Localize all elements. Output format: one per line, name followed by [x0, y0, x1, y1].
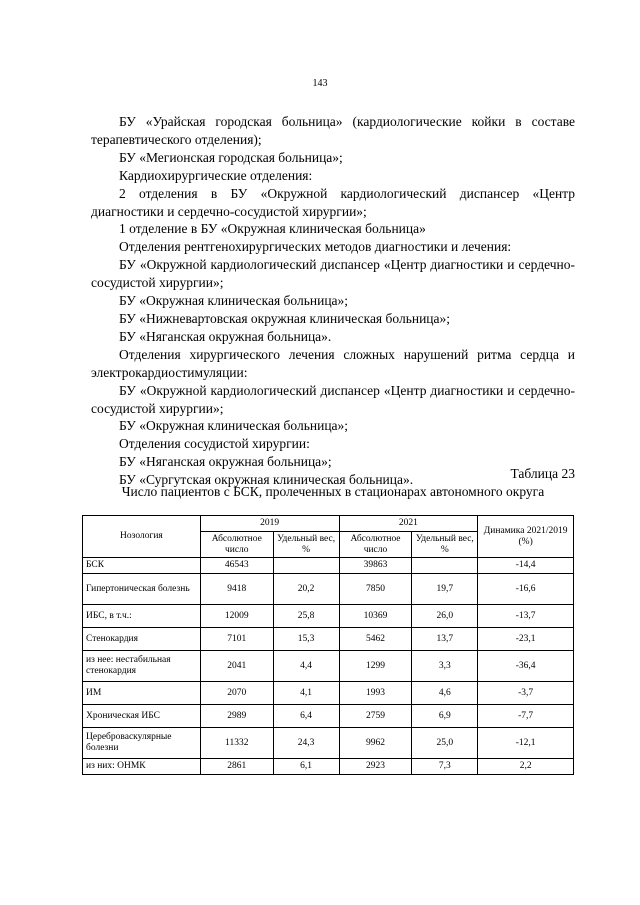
cell-share-2019: 4,4	[273, 651, 339, 682]
cell-dynamics: -12,1	[478, 728, 574, 759]
table-row	[83, 728, 574, 759]
header-nosology: Нозология	[83, 516, 201, 558]
paragraph: Отделения хирургического лечения сложных нарушений ритма сердца и электрокардиостимуляции:	[91, 346, 575, 380]
paragraph: БУ «Няганская окружная больница».	[119, 328, 332, 344]
cell-share-2021: 26,0	[412, 605, 478, 628]
cell-share-2019: 15,3	[273, 628, 339, 651]
data-table	[82, 515, 574, 775]
paragraph: БУ «Мегионская городская больница»;	[119, 149, 343, 165]
table-label: Таблица 23	[510, 466, 575, 481]
cell-share-2019: 20,2	[273, 574, 339, 605]
cell-abs-2019: 2041	[200, 651, 273, 682]
paragraph: БУ «Няганская окружная больница»;	[119, 454, 332, 470]
cell-share-2021: 25,0	[412, 728, 478, 759]
paragraph: 1 отделение в БУ «Окружная клиническая больница»	[119, 221, 426, 237]
cell-share-2019: 24,3	[273, 728, 339, 759]
paragraph: БУ «Нижневартовская окружная клиническая больница»;	[119, 310, 451, 326]
header-share-2021: Удельный вес, %	[412, 532, 478, 558]
cell-abs-2019: 11332	[200, 728, 273, 759]
paragraph: БУ «Урайская городская больница» (кардиологические койки в составе терапевтического отделения);	[91, 114, 575, 147]
cell-nosology: БСК	[83, 558, 201, 574]
table-row	[83, 605, 574, 628]
cell-abs-2021: 1299	[339, 651, 412, 682]
paragraph: БУ «Окружной кардиологический диспансер «Центр диагностики и сердечно-сосудистой хирургии»;	[91, 257, 575, 291]
cell-abs-2021: 9962	[339, 728, 412, 759]
cell-share-2021: 6,9	[412, 705, 478, 728]
cell-dynamics: -36,4	[478, 651, 574, 682]
cell-share-2021	[412, 558, 478, 574]
cell-share-2019	[273, 558, 339, 574]
cell-dynamics: -14,4	[478, 558, 574, 574]
table-row	[83, 628, 574, 651]
cell-abs-2021: 7850	[339, 574, 412, 605]
cell-nosology: из них: ОНМК	[83, 759, 201, 775]
table-row	[83, 574, 574, 605]
cell-share-2019: 6,1	[273, 759, 339, 775]
cell-nosology: Стенокардия	[83, 628, 201, 651]
paragraph: БУ «Окружная клиническая больница»;	[119, 293, 349, 309]
table-header-row	[83, 516, 574, 532]
paragraph: Кардиохирургические отделения:	[119, 167, 313, 183]
paragraph: БУ «Окружной кардиологический диспансер «Центр диагностики и сердечно-сосудистой хирургии»;	[91, 382, 575, 416]
header-dynamics: Динамика 2021/2019 (%)	[478, 516, 574, 558]
cell-nosology: из нее: нестабильная стенокардия	[83, 651, 201, 682]
cell-nosology: Хроническая ИБС	[83, 705, 201, 728]
cell-share-2021: 4,6	[412, 682, 478, 705]
body-text	[91, 113, 575, 489]
cell-dynamics: 2,2	[478, 759, 574, 775]
table-row	[83, 682, 574, 705]
table-row	[83, 558, 574, 574]
paragraph: БУ «Окружная клиническая больница»;	[119, 418, 349, 434]
cell-dynamics: -13,7	[478, 605, 574, 628]
cell-dynamics: -7,7	[478, 705, 574, 728]
cell-share-2019: 4,1	[273, 682, 339, 705]
cell-abs-2019: 9418	[200, 574, 273, 605]
cell-abs-2021: 5462	[339, 628, 412, 651]
cell-share-2021: 13,7	[412, 628, 478, 651]
cell-abs-2021: 2923	[339, 759, 412, 775]
header-abs-2019: Абсолютное число	[200, 532, 273, 558]
header-year-2019: 2019	[200, 516, 339, 532]
table-row	[83, 705, 574, 728]
paragraph: 2 отделения в БУ «Окружной кардиологический диспансер «Центр диагностики и сердечно-сосудистой хирургии»;	[91, 185, 575, 219]
cell-share-2019: 25,8	[273, 605, 339, 628]
cell-share-2021: 3,3	[412, 651, 478, 682]
cell-abs-2021: 10369	[339, 605, 412, 628]
cell-dynamics: -3,7	[478, 682, 574, 705]
table-title: Число пациентов с БСК, пролеченных в стационарах автономного округа	[121, 484, 545, 499]
cell-share-2021: 19,7	[412, 574, 478, 605]
cell-share-2019: 6,4	[273, 705, 339, 728]
cell-abs-2019: 46543	[200, 558, 273, 574]
cell-abs-2019: 2070	[200, 682, 273, 705]
cell-nosology: Гипертоническая болезнь	[83, 574, 201, 605]
paragraph: БУ «Сургутская окружная клиническая больница».	[119, 472, 414, 488]
cell-nosology: ИБС, в т.ч.:	[83, 605, 201, 628]
cell-dynamics: -16,6	[478, 574, 574, 605]
cell-abs-2019: 2989	[200, 705, 273, 728]
paragraph: Отделения сосудистой хирургии:	[119, 436, 310, 452]
paragraph: Отделения рентгенохирургических методов диагностики и лечения:	[119, 239, 512, 255]
cell-share-2021: 7,3	[412, 759, 478, 775]
cell-dynamics: -23,1	[478, 628, 574, 651]
cell-abs-2019: 2861	[200, 759, 273, 775]
table-row	[83, 759, 574, 775]
cell-abs-2021: 2759	[339, 705, 412, 728]
cell-abs-2021: 39863	[339, 558, 412, 574]
cell-nosology: ИМ	[83, 682, 201, 705]
page-number: 143	[312, 78, 328, 89]
cell-abs-2021: 1993	[339, 682, 412, 705]
header-abs-2021: Абсолютное число	[339, 532, 412, 558]
cell-abs-2019: 7101	[200, 628, 273, 651]
cell-abs-2019: 12009	[200, 605, 273, 628]
cell-nosology: Цереброваскулярные болезни	[83, 728, 201, 759]
table-row	[83, 651, 574, 682]
header-share-2019: Удельный вес, %	[273, 532, 339, 558]
header-year-2021: 2021	[339, 516, 478, 532]
